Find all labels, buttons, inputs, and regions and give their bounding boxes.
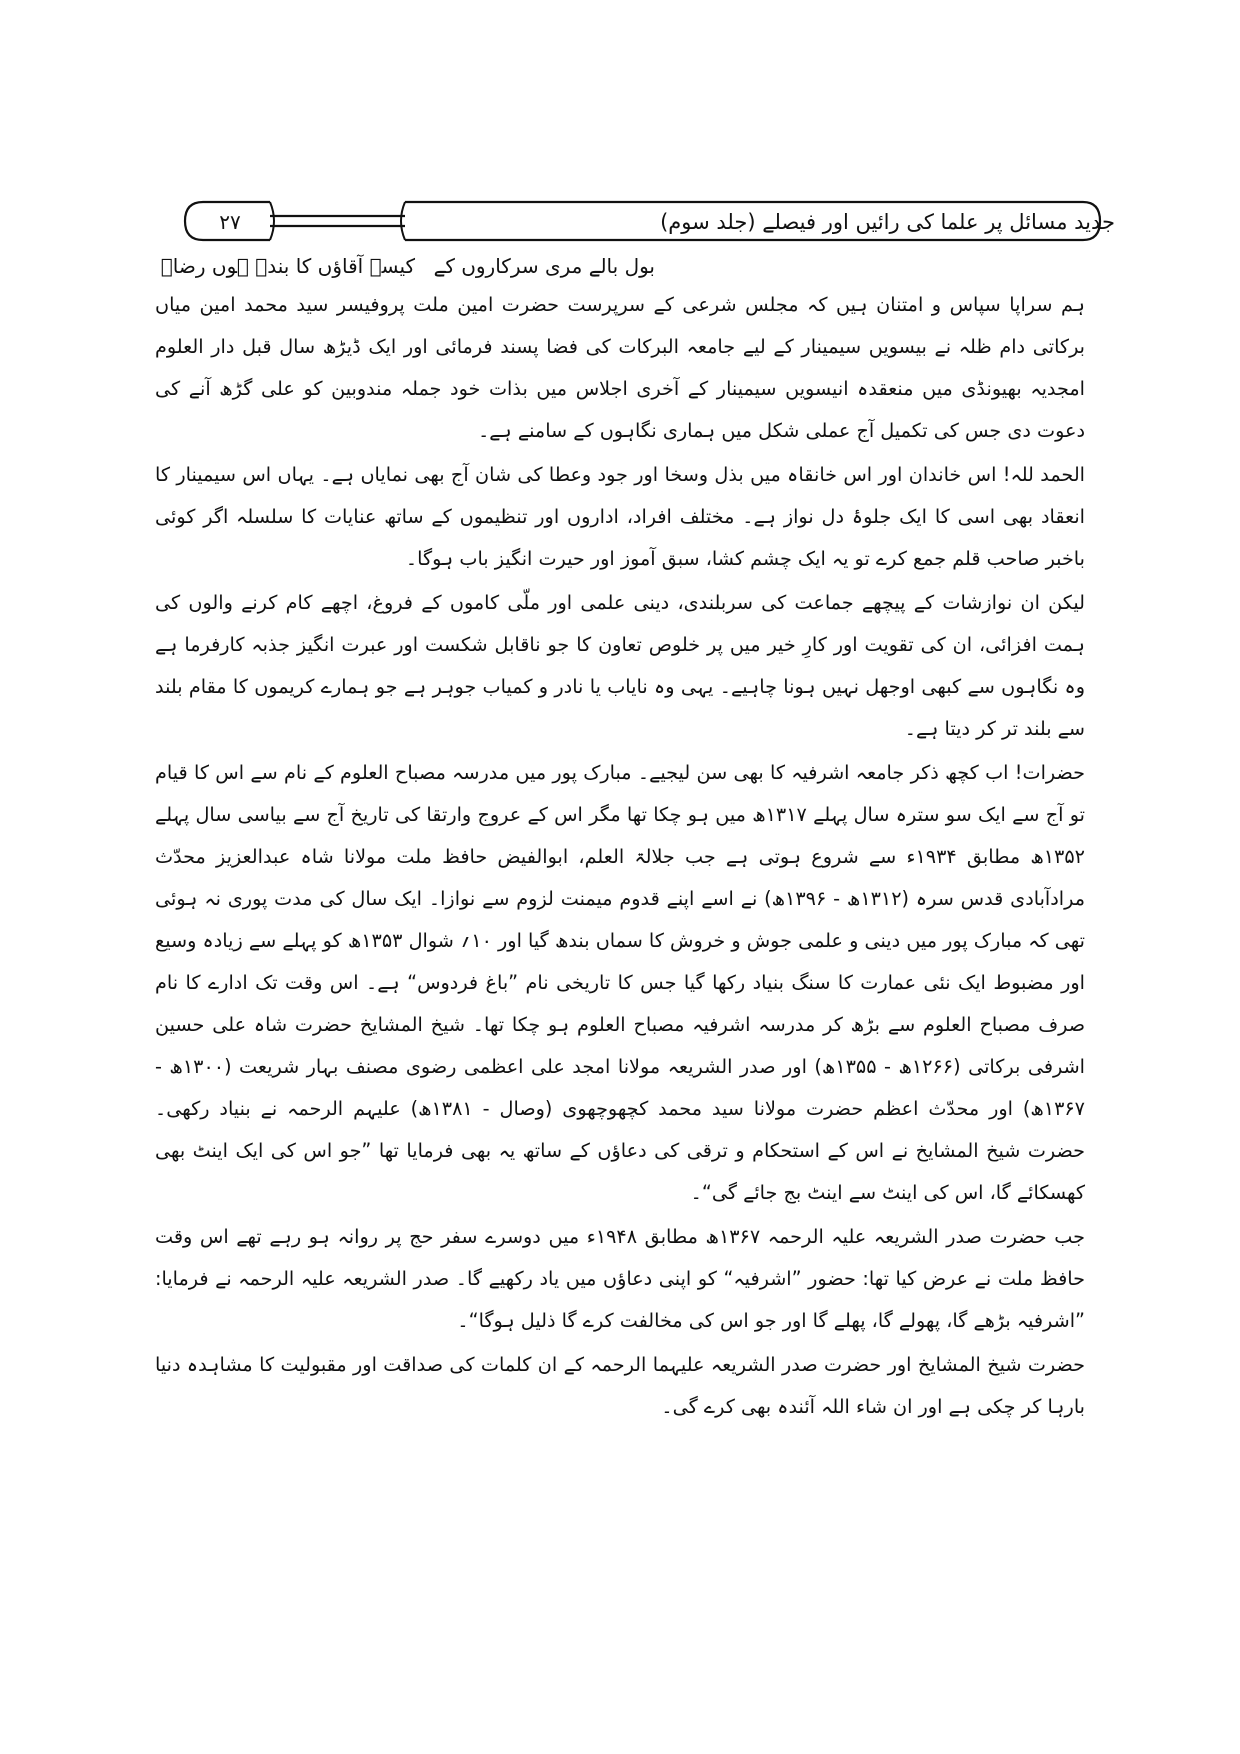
paragraph: الحمد للہ! اس خاندان اور اس خانقاہ میں بذل وسخا اور جود وعطا کی شان آج بھی نمایاں ہے۔ یہاں اس سیمینار کا انعقاد بھی اسی کا ایک جلوۂ دل نواز ہے۔ مختلف افراد، اداروں اور تنظیموں کے ساتھ عنایات کا سلسلہ اگر کوئی باخبر صاحب قلم جمع کرے تو یہ ایک چشم کشا، سبق آموز اور حیرت انگیز باب ہوگا۔ [155, 463, 1085, 570]
book-title: جدید مسائل پر علما کی رائیں اور فیصلے (جلد سوم) [660, 210, 1115, 234]
paragraph: ہم سراپا سپاس و امتنان ہیں کہ مجلس شرعی کے سرپرست حضرت امین ملت پروفیسر سید محمد امین میاں برکاتی دام ظلہ نے بیسویں سیمینار کے لیے جامعہ البرکات کی فضا پسند فرمائی اور ایک ڈیڑھ سال قبل دار العلوم امجدیہ بھیونڈی میں منعقدہ انیسویں سیمینار کے آخری اجلاس میں بذات خود جملہ مندوبین کو علی گڑھ آنے کی دعوت دی جس کی تکمیل آج عملی شکل میں ہماری نگاہوں کے سامنے ہے۔ [155, 293, 1085, 442]
verse-couplet [0, 250, 1240, 282]
page-number: ۲۷ [219, 210, 241, 234]
body-text [155, 284, 1085, 1428]
verse-line-2: کیسے آقاؤں کا بندہ ہوں رضاؔ [160, 254, 415, 278]
paragraph: جب حضرت صدر الشریعہ علیہ الرحمہ ۱۳۶۷ھ مطابق ۱۹۴۸ء میں دوسرے سفر حج پر روانہ ہو رہے تھے اس وقت حافظ ملت نے عرض کیا تھا: حضور ”اشرفیہ“ کو اپنی دعاؤں میں یاد رکھیے گا۔ صدر الشریعہ علیہ الرحمہ نے فرمایا: ”اشرفیہ بڑھے گا، پھولے گا، پھلے گا اور جو اس کی مخالفت کرے گا ذلیل ہوگا“۔ [155, 1225, 1086, 1332]
verse-line-1: بول بالے مری سرکاروں کے [433, 254, 655, 278]
page-header [0, 0, 1240, 260]
paragraph: حضرت شیخ المشایخ اور حضرت صدر الشریعہ علیہما الرحمہ کے ان کلمات کی صداقت اور مقبولیت کا مشاہدہ دنیا بارہا کر چکی ہے اور ان شاء اللہ آئندہ بھی کرے گی۔ [155, 1353, 1085, 1418]
paragraph: حضرات! اب کچھ ذکر جامعہ اشرفیہ کا بھی سن لیجیے۔ مبارک پور میں مدرسہ مصباح العلوم کے نام سے اس کا قیام تو آج سے ایک سو سترہ سال پہلے ۱۳۱۷ھ میں ہو چکا تھا مگر اس کے عروج وارتقا کی تاریخ آج سے بیاسی سال پہلے ۱۳۵۲ھ مطابق ۱۹۳۴ء سے شروع ہوتی ہے جب جلالۃ العلم، ابوالفیض حافظ ملت مولانا شاہ عبدالعزیز محدّث مرادآبادی قدس سرہ (۱۳۱۲ھ - ۱۳۹۶ھ) نے اسے اپنے قدوم میمنت لزوم سے نوازا۔ ایک سال کی مدت پوری نہ ہوئی تھی کہ مبارک پور میں دینی و علمی جوش و خروش کا سماں بندھ گیا اور ۱۰؍ شوال ۱۳۵۳ھ کو پہلے سے زیادہ وسیع اور مضبوط ایک نئی عمارت کا سنگ بنیاد رکھا گیا جس کا تاریخی نام ”باغ فردوس“ ہے۔ اس وقت تک ادارے کا نام صرف مصباح العلوم سے بڑھ کر مدرسہ اشرفیہ مصباح العلوم ہو چکا تھا۔ شیخ المشایخ حضرت شاہ علی حسین اشرفی برکاتی (۱۲۶۶ھ - ۱۳۵۵ھ) اور صدر الشریعہ مولانا امجد علی اعظمی رضوی مصنف بہار شریعت (۱۳۰۰ھ - ۱۳۶۷ھ) اور محدّث اعظم حضرت مولانا سید محمد کچھوچھوی (وصال - ۱۳۸۱ھ) علیہم الرحمہ نے بنیاد رکھی۔ حضرت شیخ المشایخ نے اس کے استحکام و ترقی کی دعاؤں کے ساتھ یہ بھی فرمایا تھا ”جو اس کی ایک اینٹ بھی کھسکائے گا، اس کی اینٹ سے اینٹ بج جائے گی“۔ [155, 761, 1085, 1204]
paragraph: لیکن ان نوازشات کے پیچھے جماعت کی سربلندی، دینی علمی اور ملّی کاموں کے فروغ، اچھے کام کرنے والوں کی ہمت افزائی، ان کی تقویت اور کارِ خیر میں پر خلوص تعاون کا جو ناقابل شکست اور عبرت انگیز جذبہ کارفرما ہے وہ نگاہوں سے کبھی اوجھل نہیں ہونا چاہیے۔ یہی وہ نایاب یا نادر و کمیاب جوہر ہے جو ہمارے کریموں کا مقام بلند سے بلند تر کر دیتا ہے۔ [155, 591, 1085, 740]
